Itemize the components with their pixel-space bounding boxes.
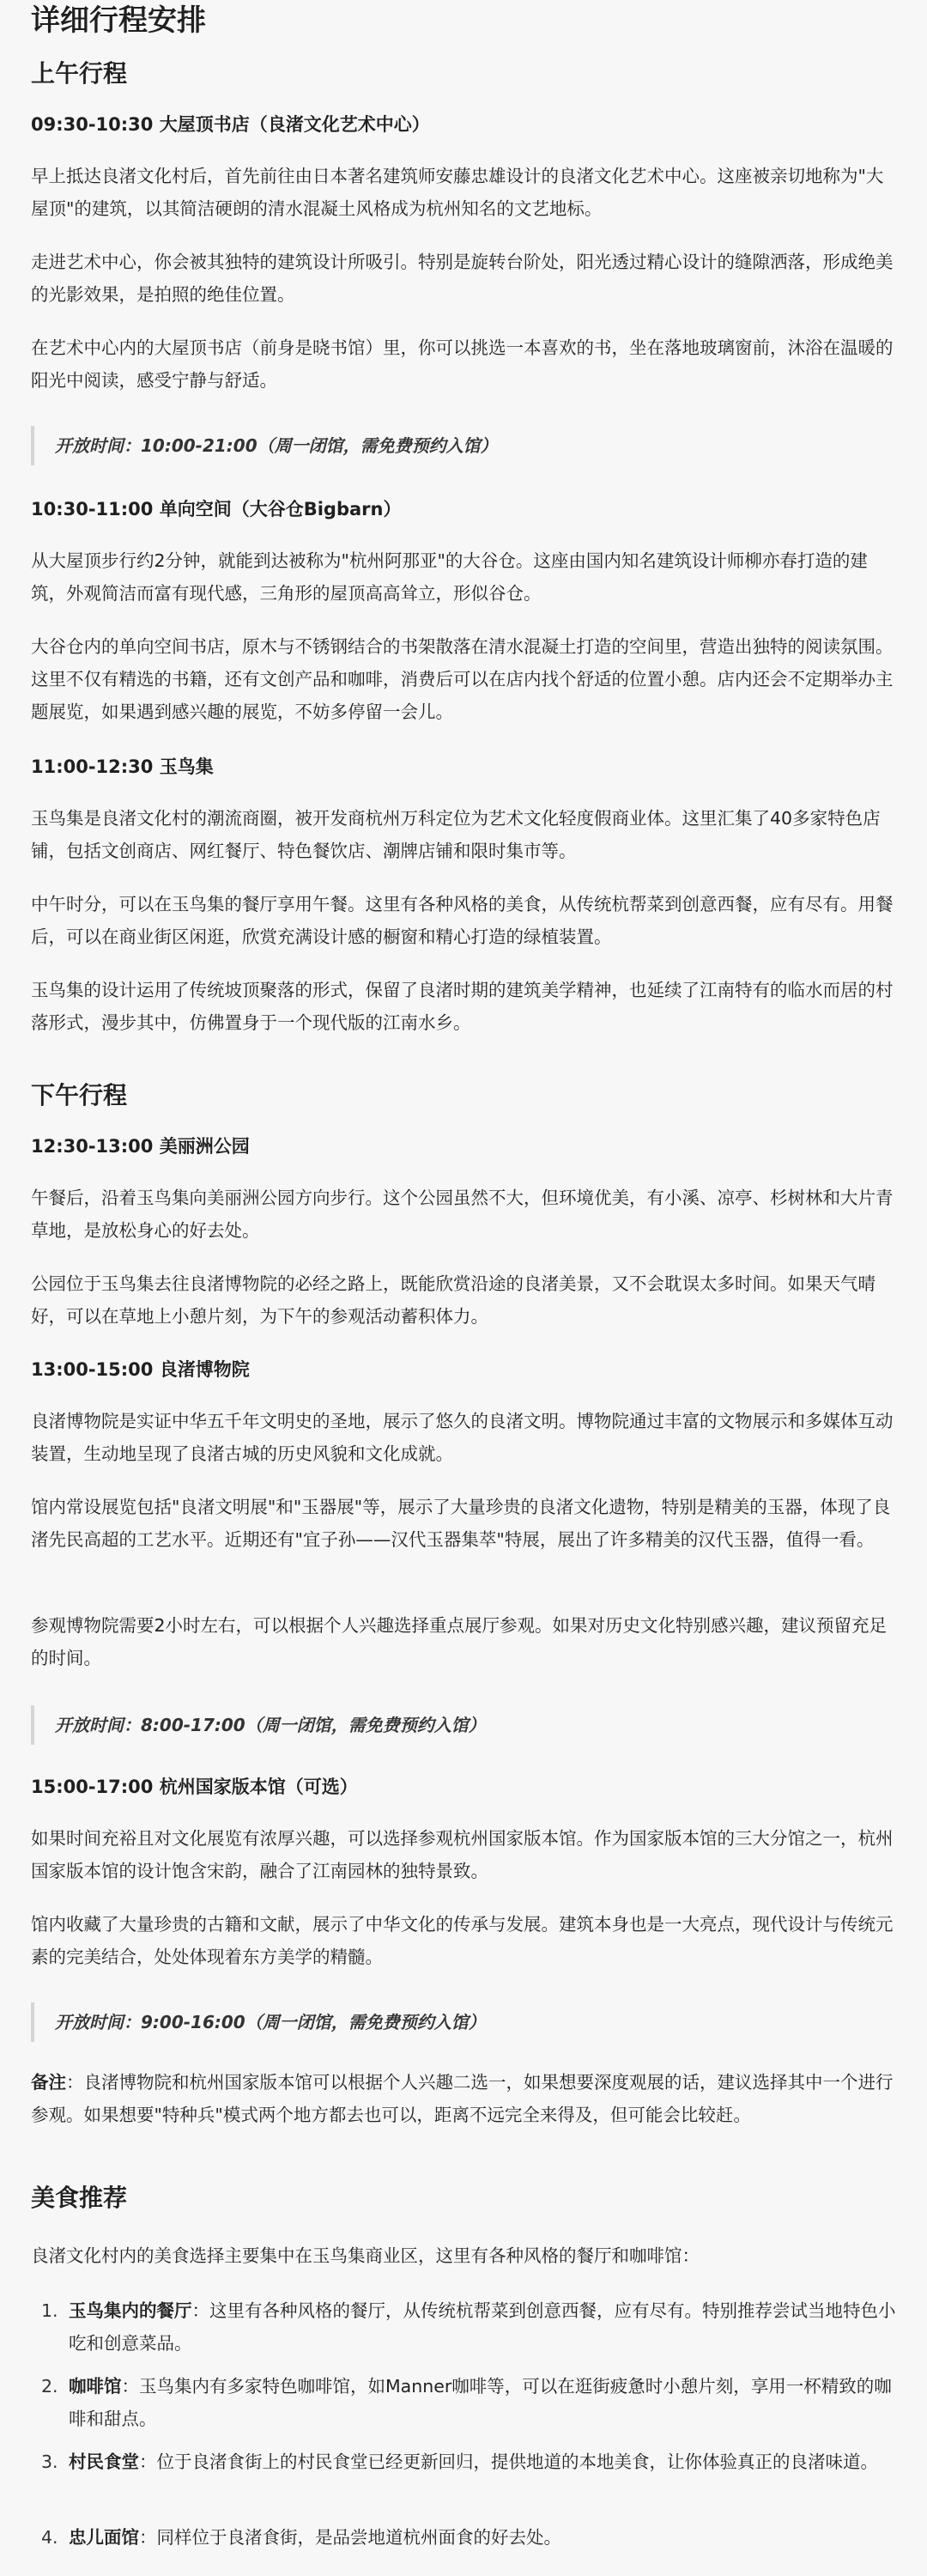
list-item-text: ：位于良渚食街上的村民食堂已经更新回归，提供地道的本地美食，让你体验真正的良渚味道。 xyxy=(139,2451,878,2472)
list-item-name: 咖啡馆 xyxy=(69,2376,122,2397)
item-heading-bookstore: 09:30-10:30 大屋顶书店（良渚文化艺术中心） xyxy=(31,114,430,135)
paragraph: 馆内常设展览包括"良渚文明展"和"玉器展"等，展示了大量珍贵的良渚文化遗物，特别是精美的玉器，体现了良渚先民高超的工艺水平。近期还有"宜子孙——汉代玉器集萃"特展，展出了许多精美的汉代玉器，值得一看。 xyxy=(31,1497,891,1550)
list-item-name: 村民食堂 xyxy=(69,2451,139,2472)
opening-hours-note: 开放时间：9:00-16:00（周一闭馆，需免费预约入馆） xyxy=(31,2002,896,2042)
paragraph: 如果时间充裕且对文化展览有浓厚兴趣，可以选择参观杭州国家版本馆。作为国家版本馆的三大分馆之一，杭州国家版本馆的设计饱含宋韵，融合了江南园林的独特景致。 xyxy=(31,1828,894,1881)
list-item-text: ：玉鸟集内有多家特色咖啡馆，如Manner咖啡等，可以在逛街疲惫时小憩片刻，享用一杯精致的咖啡和甜点。 xyxy=(69,2376,892,2429)
paragraph: 公园位于玉鸟集去往良渚博物院的必经之路上，既能欣赏沿途的良渚美景，又不会耽误太多时间。如果天气晴好，可以在草地上小憩片刻，为下午的参观活动蓄积体力。 xyxy=(31,1273,876,1327)
paragraph: 馆内收藏了大量珍贵的古籍和文献，展示了中华文化的传承与发展。建筑本身也是一大亮点，现代设计与传统元素的完美结合，处处体现着东方美学的精髓。 xyxy=(31,1914,894,1967)
paragraph: 中午时分，可以在玉鸟集的餐厅享用午餐。这里有各种风格的美食，从传统杭帮菜到创意西餐，应有尽有。用餐后，可以在商业街区闲逛，欣赏充满设计感的橱窗和精心打造的绿植装置。 xyxy=(31,894,894,947)
item-heading-archives: 15:00-17:00 杭州国家版本馆（可选） xyxy=(31,1777,358,1797)
paragraph: 走进艺术中心，你会被其独特的建筑设计所吸引。特别是旋转台阶处，阳光透过精心设计的缝隙洒落，形成绝美的光影效果，是拍照的绝佳位置。 xyxy=(31,252,894,305)
paragraph: 从大屋顶步行约2分钟，就能到达被称为"杭州阿那亚"的大谷仓。这座由国内知名建筑设计师柳亦春打造的建筑，外观简洁而富有现代感，三角形的屋顶高高耸立，形似谷仓。 xyxy=(31,550,868,604)
section-heading-morning: 上午行程 xyxy=(31,59,128,88)
page-title: 详细行程安排 xyxy=(31,3,206,38)
section-heading-afternoon: 下午行程 xyxy=(31,1081,128,1109)
paragraph: 玉鸟集的设计运用了传统坡顶聚落的形式，保留了良渚时期的建筑美学精神，也延续了江南特有的临水而居的村落形式，漫步其中，仿佛置身于一个现代版的江南水乡。 xyxy=(31,980,894,1033)
list-number: 3. xyxy=(41,2451,58,2472)
paragraph: 参观博物院需要2小时左右，可以根据个人兴趣选择重点展厅参观。如果对历史文化特别感兴趣，建议预留充足的时间。 xyxy=(31,1615,888,1668)
item-heading-yuniaoji: 11:00-12:30 玉鸟集 xyxy=(31,756,214,777)
item-heading-park: 12:30-13:00 美丽洲公园 xyxy=(31,1136,250,1157)
opening-hours-note: 开放时间：10:00-21:00（周一闭馆，需免费预约入馆） xyxy=(31,426,896,465)
item-heading-museum: 13:00-15:00 良渚博物院 xyxy=(31,1359,250,1380)
food-intro: 良渚文化村内的美食选择主要集中在玉鸟集商业区，这里有各种风格的餐厅和咖啡馆： xyxy=(31,2245,700,2266)
list-number: 2. xyxy=(41,2376,58,2397)
section-heading-food: 美食推荐 xyxy=(31,2184,128,2212)
list-item-name: 忠儿面馆 xyxy=(69,2527,139,2548)
paragraph: 玉鸟集是良渚文化村的潮流商圈，被开发商杭州万科定位为艺术文化轻度假商业体。这里汇集了40多家特色店铺，包括文创商店、网红餐厅、特色餐饮店、潮牌店铺和限时集市等。 xyxy=(31,808,881,861)
opening-hours-note: 开放时间：8:00-17:00（周一闭馆，需免费预约入馆） xyxy=(31,1705,896,1745)
paragraph: 良渚博物院是实证中华五千年文明史的圣地，展示了悠久的良渚文明。博物院通过丰富的文物展示和多媒体互动装置，生动地呈现了良渚古城的历史风貌和文化成就。 xyxy=(31,1411,894,1464)
remark-paragraph xyxy=(31,2066,896,2131)
list-number: 4. xyxy=(41,2527,58,2548)
remark-text: ：良渚博物院和杭州国家版本馆可以根据个人兴趣二选一，如果想要深度观展的话，建议选择其中一个进行参观。如果想要"特种兵"模式两个地方都去也可以，距离不远完全来得及，但可能会比较赶。 xyxy=(31,2072,894,2125)
list-number: 1. xyxy=(41,2300,58,2321)
list-item-text: ：同样位于良渚食街，是品尝地道杭州面食的好去处。 xyxy=(139,2527,561,2548)
item-heading-bigbarn: 10:30-11:00 单向空间（大谷仓Bigbarn） xyxy=(31,499,402,519)
paragraph: 午餐后，沿着玉鸟集向美丽洲公园方向步行。这个公园虽然不大，但环境优美，有小溪、凉亭、杉树林和大片青草地，是放松身心的好去处。 xyxy=(31,1188,894,1241)
paragraph: 大谷仓内的单向空间书店，原木与不锈钢结合的书架散落在清水混凝土打造的空间里，营造出独特的阅读氛围。这里不仅有精选的书籍，还有文创产品和咖啡，消费后可以在店内找个舒适的位置小憩。店内还会不定期举办主题展览，如果遇到感兴趣的展览，不妨多停留一会儿。 xyxy=(31,636,894,722)
list-item-text: ：这里有各种风格的餐厅，从传统杭帮菜到创意西餐，应有尽有。特别推荐尝试当地特色小吃和创意菜品。 xyxy=(69,2300,896,2354)
paragraph: 早上抵达良渚文化村后，首先前往由日本著名建筑师安藤忠雄设计的良渚文化艺术中心。这座被亲切地称为"大屋顶"的建筑，以其简洁硬朗的清水混凝土风格成为杭州知名的文艺地标。 xyxy=(31,166,884,219)
paragraph: 在艺术中心内的大屋顶书店（前身是晓书馆）里，你可以挑选一本喜欢的书，坐在落地玻璃窗前，沐浴在温暖的阳光中阅读，感受宁静与舒适。 xyxy=(31,337,894,391)
remark-label: 备注 xyxy=(31,2072,66,2093)
list-item-name: 玉鸟集内的餐厅 xyxy=(69,2300,192,2321)
